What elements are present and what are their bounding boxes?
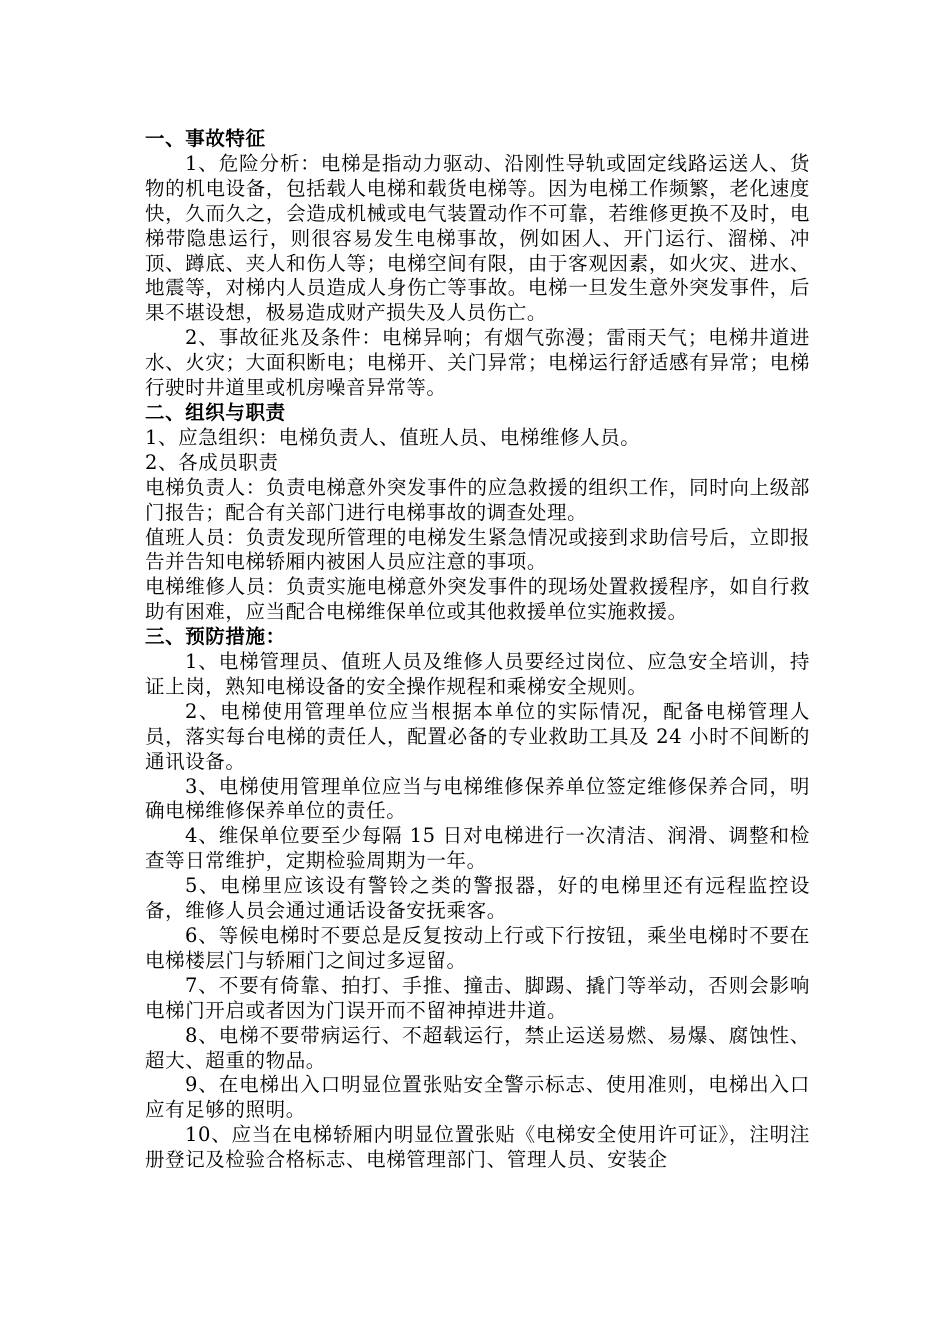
section-heading-prevention: 三、预防措施： <box>145 625 286 649</box>
section-heading-organization: 二、组织与职责 <box>145 400 286 424</box>
paragraph-prevention-4: 4、维保单位要至少每隔 15 日对电梯进行一次清洁、润滑、调整和检查等日常维护，定期检验周期为一年。 <box>145 824 810 873</box>
paragraph-prevention-9: 9、在电梯出入口明显位置张贴安全警示标志、使用准则，电梯出入口应有足够的照明。 <box>145 1073 810 1122</box>
paragraph-emergency-org: 1、应急组织：电梯负责人、值班人员、电梯维修人员。 <box>145 425 641 449</box>
paragraph-accident-signs: 2、事故征兆及条件：电梯异响；有烟气弥漫；雷雨天气；电梯井道进水、火灾；大面积断电；电梯开、关门异常；电梯运行舒适感有异常；电梯行驶时井道里或机房噪音异常等。 <box>145 326 810 400</box>
paragraph-risk-analysis: 1、危险分析：电梯是指动力驱动、沿刚性导轨或固定线路运送人、货物的机电设备，包括载人电梯和载货电梯等。因为电梯工作频繁，老化速度快，久而久之，会造成机械或电气装置动作不可靠，若维修更换不及时，电梯带隐患运行，则很容易发生电梯事故，例如困人、开门运行、溜梯、冲顶、蹲底、夹人和伤人等；电梯空间有限，由于客观因素，如火灾、进水、地震等，对梯内人员造成人身伤亡等事故。电梯一旦发生意外突发事件，后果不堪设想，极易造成财产损失及人员伤亡。 <box>145 151 810 325</box>
paragraph-prevention-7: 7、不要有倚靠、拍打、手推、撞击、脚踢、撬门等举动，否则会影响电梯门开启或者因为门误开而不留神掉进井道。 <box>145 973 810 1022</box>
section-heading-accident-features: 一、事故特征 <box>145 127 266 150</box>
paragraph-elevator-manager: 电梯负责人：负责电梯意外突发事件的应急救援的组织工作，同时向上级部门报告；配合有关部门进行电梯事故的调查处理。 <box>145 475 810 524</box>
paragraph-prevention-3: 3、电梯使用管理单位应当与电梯维修保养单位签定维修保养合同，明确电梯维修保养单位的责任。 <box>145 774 810 823</box>
paragraph-prevention-10: 10、应当在电梯轿厢内明显位置张贴《电梯安全使用许可证》，注明注册登记及检验合格标志、电梯管理部门、管理人员、安装企 <box>145 1123 810 1172</box>
paragraph-prevention-1: 1、电梯管理员、值班人员及维修人员要经过岗位、应急安全培训，持证上岗，熟知电梯设备的安全操作规程和乘梯安全规则。 <box>145 650 810 698</box>
document-body <box>145 127 810 1173</box>
paragraph-prevention-5: 5、电梯里应该设有警铃之类的警报器，好的电梯里还有远程监控设备，维修人员会通过通话设备安抚乘客。 <box>145 874 810 923</box>
paragraph-prevention-8: 8、电梯不要带病运行、不超载运行，禁止运送易燃、易爆、腐蚀性、超大、超重的物品。 <box>145 1023 810 1072</box>
paragraph-prevention-6: 6、等候电梯时不要总是反复按动上行或下行按钮，乘坐电梯时不要在电梯楼层门与轿厢门之间过多逗留。 <box>145 924 810 972</box>
paragraph-duty-staff: 值班人员：负责发现所管理的电梯发生紧急情况或接到求助信号后，立即报告并告知电梯轿厢内被困人员应注意的事项。 <box>145 525 810 574</box>
paragraph-member-duties: 2、各成员职责 <box>145 450 279 474</box>
paragraph-prevention-2: 2、电梯使用管理单位应当根据本单位的实际情况，配备电梯管理人员，落实每台电梯的责任人，配置必备的专业救助工具及 24 小时不间断的通讯设备。 <box>145 699 810 773</box>
paragraph-maintenance-staff: 电梯维修人员：负责实施电梯意外突发事件的现场处置救援程序，如自行救助有困难，应当配合电梯维保单位或其他救援单位实施救援。 <box>145 575 810 624</box>
